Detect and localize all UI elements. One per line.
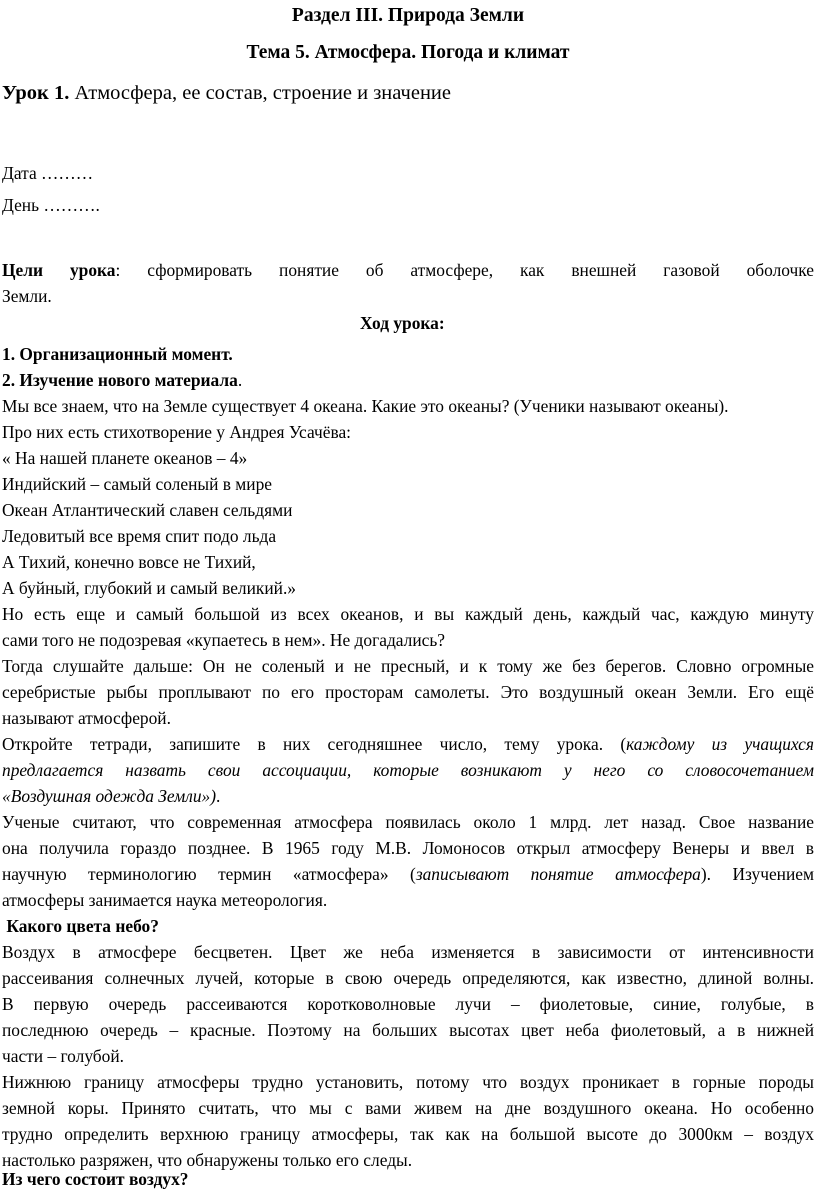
question-heading: Какого цвета небо? (2, 916, 159, 936)
step-1-heading: 1. Организационный момент. (2, 344, 233, 364)
date-line: Дата ……… (2, 163, 94, 183)
text-line: Мы все знаем, что на Земле существует 4 океана. Какие это океаны? (Ученики называют океаны). (2, 396, 729, 416)
text-line (2, 783, 220, 809)
text-line: В первую очередь рассеиваются коротковолновые лучи – фиолетовые, синие, голубые, в (2, 994, 814, 1014)
text-line: земной коры. Принято считать, что мы с вами живем на дне воздушного океана. Но особенно (2, 1098, 814, 1118)
goals-line-1 (2, 257, 814, 283)
text-line: атмосферы занимается наука метеорология. (2, 890, 328, 910)
text-line: Про них есть стихотворение у Андрея Усачёва: (2, 422, 351, 442)
text-line: Тогда слушайте дальше: Он не соленый и не пресный, и к тому же без берегов. Словно огромные (2, 656, 814, 676)
step-2-heading (2, 367, 242, 393)
text-span: научную терминологию термин «атмосфера» ( (2, 864, 416, 884)
text-line: части – голубой. (2, 1046, 124, 1066)
goals-line-2: Земли. (2, 286, 52, 306)
text-span: . (216, 786, 221, 806)
text-line: настолько разряжен, что обнаружены только его следы. (2, 1150, 413, 1170)
text-line: она получила гораздо позднее. В 1965 году М.В. Ломоносов открыл атмосферу Венеры и ввел в (2, 838, 814, 858)
text-line: трудно определить верхнюю границу атмосферы, так как на большой высоте до 3000км – воздух (2, 1124, 814, 1144)
italic-span: каждому из учащихся (626, 734, 814, 754)
poem-line: А буйный, глубокий и самый великий.» (2, 578, 297, 598)
italic-span: записывают понятие атмосфера (415, 864, 701, 884)
italic-span: «Воздушная одежда Земли») (2, 786, 217, 806)
step-2-label: 2. Изучение нового материала (2, 370, 238, 390)
text-line (2, 861, 814, 887)
text-span: Откройте тетради, запишите в них сегодняшнее число, тему урока. ( (2, 734, 627, 754)
topic-heading: Тема 5. Атмосфера. Погода и климат (246, 42, 570, 63)
text-line: сами того не подозревая «купаетесь в нем». Не догадались? (2, 630, 446, 650)
text-line: предлагается назвать свои ассоциации, которые возникают у него со словосочетанием (2, 760, 814, 780)
goals-label: Цели урока (2, 260, 116, 280)
goals-text: : сформировать понятие об атмосфере, как внешней газовой оболочке (115, 260, 814, 280)
step-2-dot: . (237, 370, 243, 390)
text-line: Воздух в атмосфере бесцветен. Цвет же неба изменяется в зависимости от интенсивности (2, 942, 814, 962)
poem-line: Индийский – самый соленый в мире (2, 474, 273, 494)
text-line: Но есть еще и самый большой из всех океанов, и вы каждый день, каждый час, каждую минуту (2, 604, 814, 624)
text-line: последнюю очередь – красные. Поэтому на больших высотах цвет неба фиолетовый, а в нижней (2, 1020, 814, 1040)
day-line: День ………. (2, 195, 100, 215)
text-line: Ученые считают, что современная атмосфера появилась около 1 млрд. лет назад. Свое название (2, 812, 814, 832)
text-line: серебристые рыбы проплывают по его просторам самолеты. Это воздушный океан Земли. Его ещё (2, 682, 814, 702)
section-heading: Раздел III. Природа Земли (291, 5, 525, 26)
lesson-title: Атмосфера, ее состав, строение и значение (69, 82, 451, 104)
text-line: называют атмосферой. (2, 708, 171, 728)
text-span: ). Изучением (700, 864, 815, 884)
poem-line: Ледовитый все время спит подо льда (2, 526, 277, 546)
course-heading: Ход урока: (360, 313, 445, 333)
question-heading: Из чего состоит воздух? (2, 1169, 189, 1189)
text-line: Нижнюю границу атмосферы трудно установить, потому что воздух проникает в горные породы (2, 1072, 814, 1092)
poem-line: « На нашей планете океанов – 4» (2, 448, 248, 468)
text-line: рассеивания солнечных лучей, которые в свою очередь определяются, как известно, длиной волны. (2, 968, 814, 988)
text-line (2, 731, 814, 757)
poem-line: Океан Атлантический славен сельдями (2, 500, 293, 520)
lesson-heading (2, 80, 451, 106)
poem-line: А Тихий, конечно вовсе не Тихий, (2, 552, 256, 572)
lesson-label: Урок 1. (2, 82, 70, 104)
